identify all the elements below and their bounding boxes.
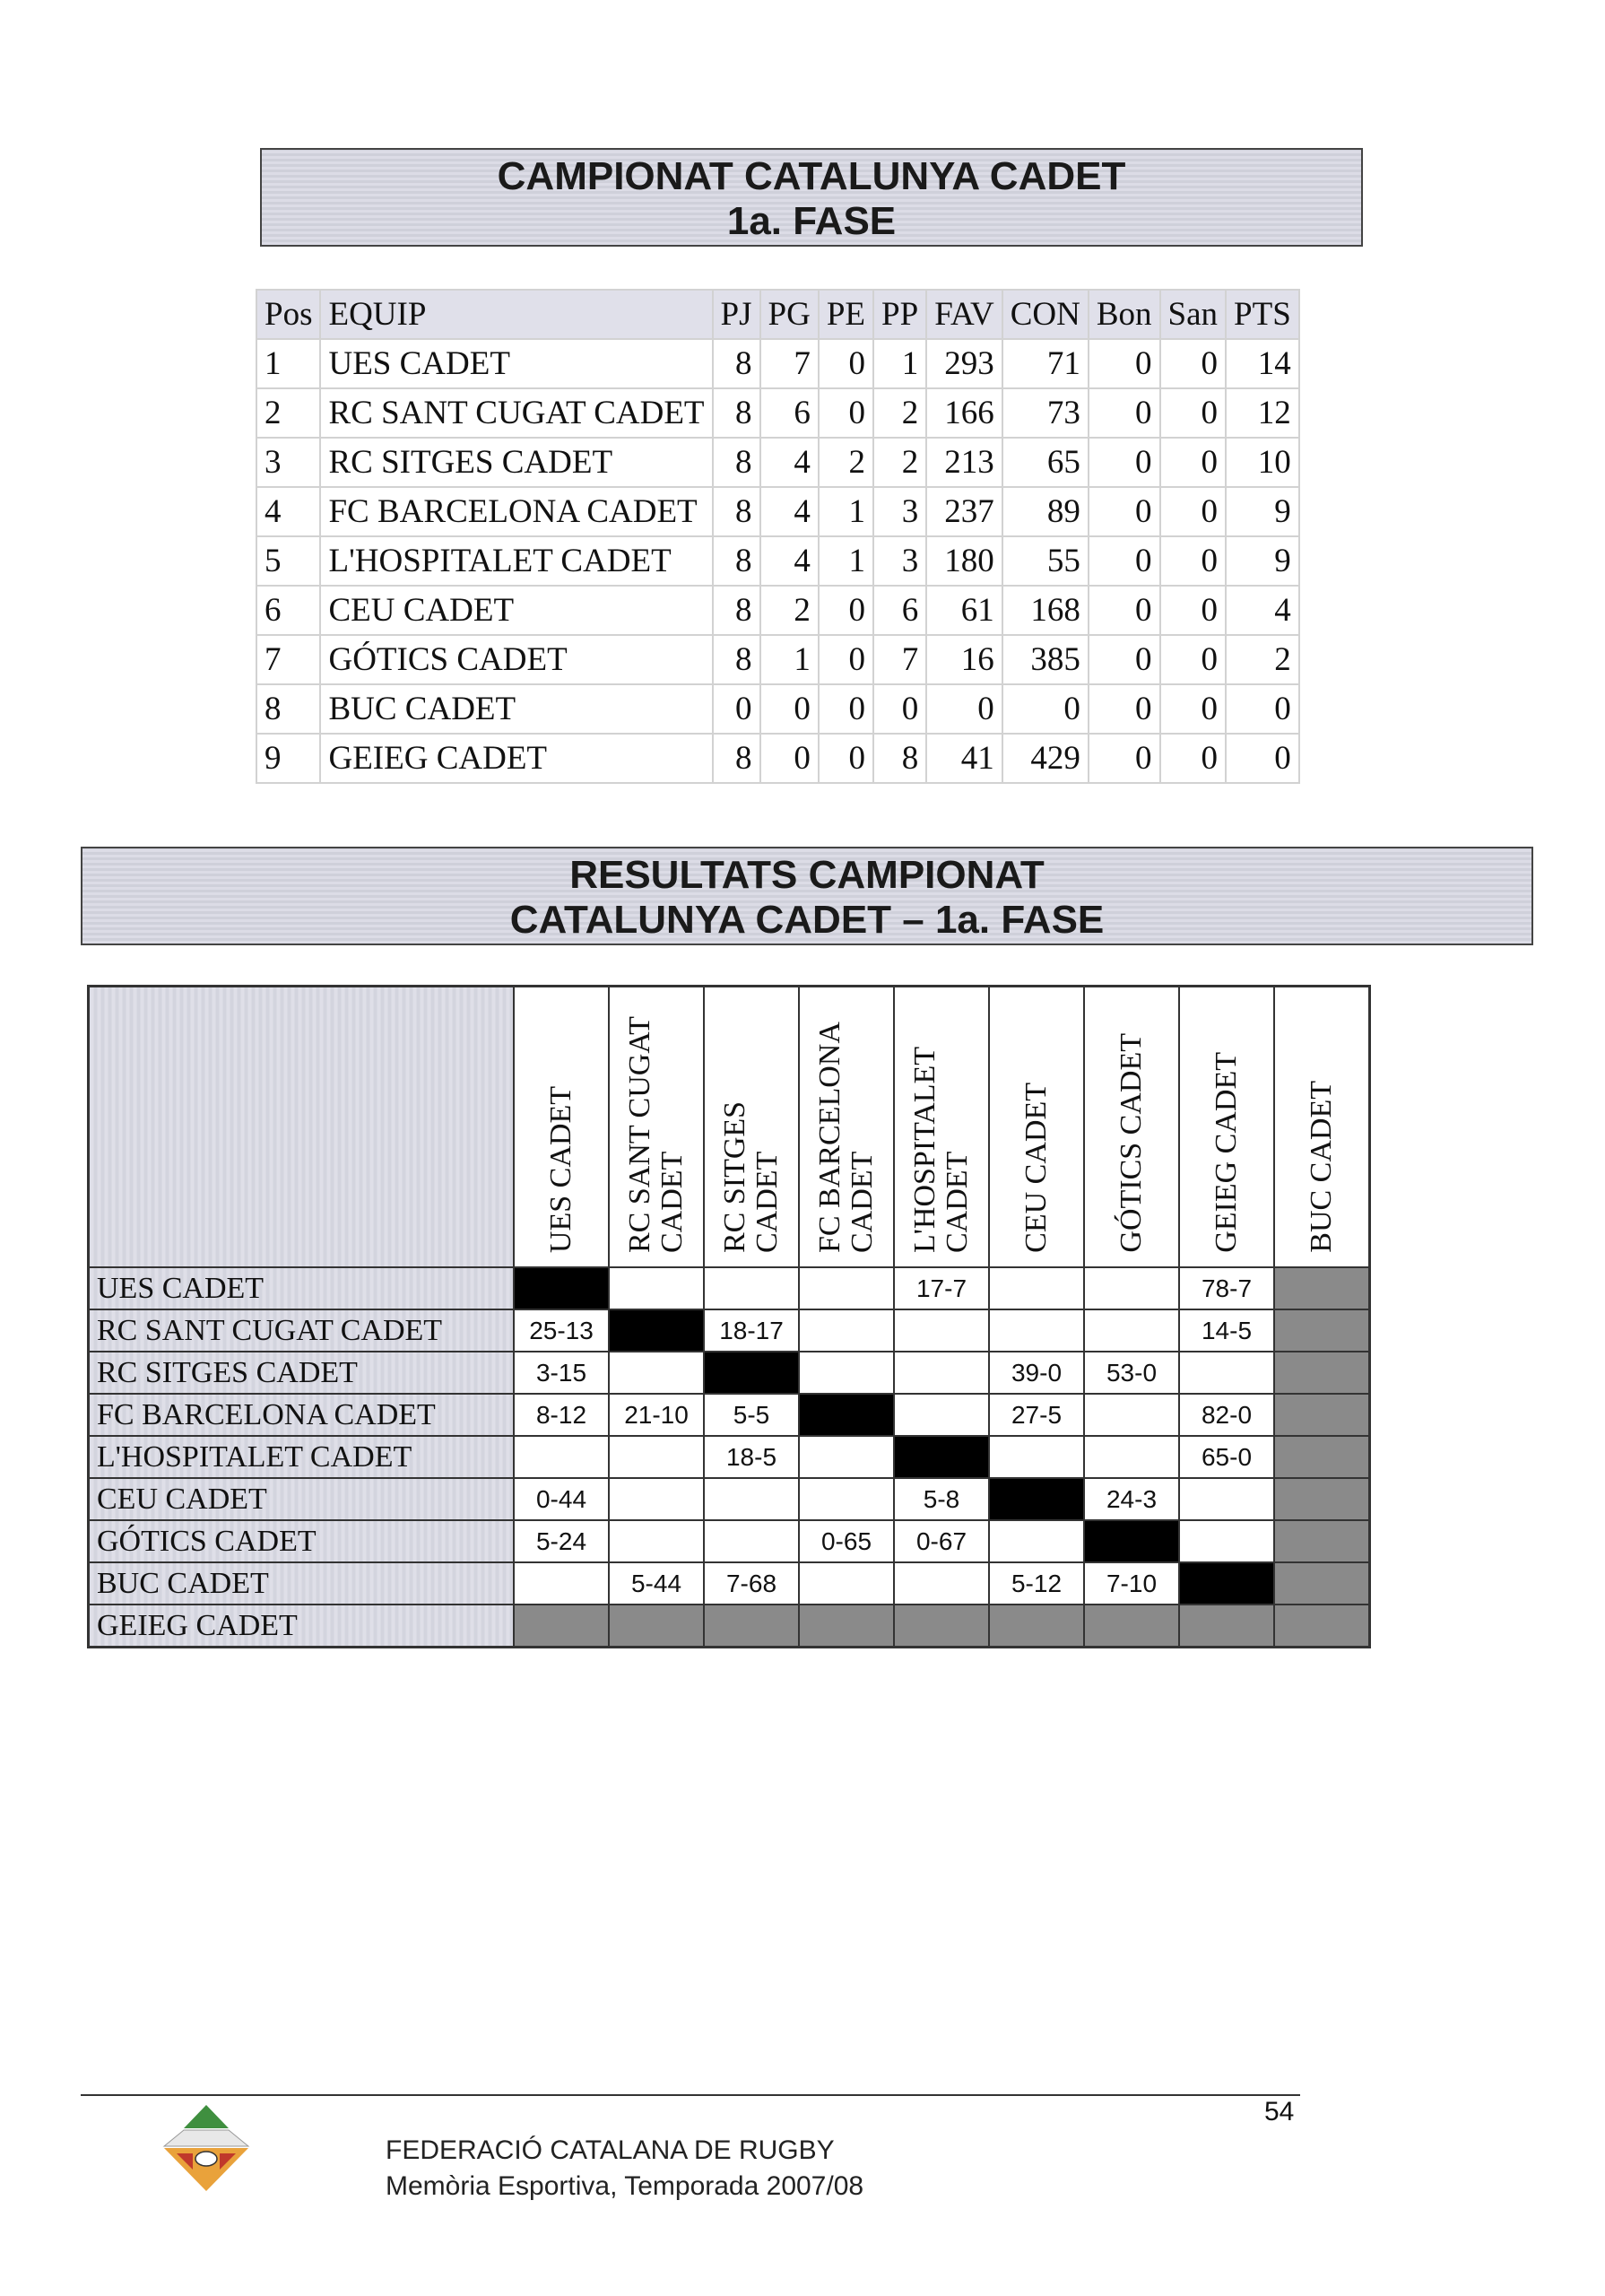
score-cell — [989, 1436, 1084, 1478]
table-cell: 0 — [1089, 684, 1160, 734]
table-cell: 65 — [1002, 438, 1089, 487]
results-column-label: GEIEG CADET — [1210, 1052, 1243, 1253]
table-row — [256, 586, 1299, 635]
results-row-header: UES CADET — [89, 1267, 515, 1309]
results-column-label: UES CADET — [544, 1085, 577, 1253]
score-cell — [1179, 1520, 1274, 1562]
score-cell — [1084, 1267, 1179, 1309]
footer-text — [386, 2133, 863, 2205]
unplayed-cell — [609, 1605, 704, 1648]
results-column-label: RC SANT CUGAT CADET — [623, 1016, 689, 1253]
results-corner — [89, 987, 515, 1268]
score-cell — [799, 1309, 894, 1352]
team-name: RC SITGES CADET — [320, 438, 712, 487]
results-column-header — [1179, 987, 1274, 1268]
table-cell: 2 — [873, 388, 926, 438]
table-row — [256, 388, 1299, 438]
score-cell — [704, 1520, 799, 1562]
score-cell: 21-10 — [609, 1394, 704, 1436]
diagonal-cell — [1084, 1520, 1179, 1562]
table-cell: 8 — [713, 438, 760, 487]
table-cell: 385 — [1002, 635, 1089, 684]
results-row — [89, 1394, 1370, 1436]
diagonal-cell — [799, 1394, 894, 1436]
table-row — [256, 734, 1299, 783]
team-name: RC SANT CUGAT CADET — [320, 388, 712, 438]
table-cell: 0 — [1089, 438, 1160, 487]
score-cell: 14-5 — [1179, 1309, 1274, 1352]
unplayed-cell — [704, 1605, 799, 1648]
table-cell: 9 — [1226, 487, 1299, 536]
table-cell: 0 — [819, 684, 873, 734]
unplayed-cell — [1274, 1605, 1370, 1648]
team-name: UES CADET — [320, 339, 712, 388]
table-cell: 1 — [819, 536, 873, 586]
score-cell: 3-15 — [514, 1352, 609, 1394]
results-row — [89, 1267, 1370, 1309]
score-cell — [989, 1267, 1084, 1309]
standings-title-banner — [260, 148, 1363, 247]
footer-divider — [81, 2094, 1300, 2096]
unplayed-cell — [1274, 1309, 1370, 1352]
score-cell: 18-17 — [704, 1309, 799, 1352]
results-column-header — [799, 987, 894, 1268]
diagonal-cell — [514, 1267, 609, 1309]
table-cell: 1 — [819, 487, 873, 536]
table-cell: 429 — [1002, 734, 1089, 783]
score-cell — [799, 1478, 894, 1520]
table-cell: 0 — [1089, 487, 1160, 536]
results-title-line2: CATALUNYA CADET – 1a. FASE — [509, 898, 1105, 942]
table-cell: 0 — [1226, 684, 1299, 734]
score-cell — [514, 1436, 609, 1478]
col-bon: Bon — [1089, 290, 1160, 339]
table-cell: 0 — [1160, 339, 1227, 388]
table-cell: 0 — [713, 684, 760, 734]
score-cell: 5-24 — [514, 1520, 609, 1562]
table-cell: 55 — [1002, 536, 1089, 586]
table-cell: 12 — [1226, 388, 1299, 438]
standings-title-line2: 1a. FASE — [726, 199, 897, 243]
col-pg: PG — [760, 290, 819, 339]
table-cell: 6 — [873, 586, 926, 635]
table-cell: 237 — [926, 487, 1002, 536]
table-cell: 0 — [1160, 586, 1227, 635]
results-row-header: GEIEG CADET — [89, 1605, 515, 1648]
table-cell: 41 — [926, 734, 1002, 783]
results-row — [89, 1352, 1370, 1394]
table-cell: 1 — [256, 339, 320, 388]
table-cell: 7 — [760, 339, 819, 388]
table-cell: 0 — [819, 388, 873, 438]
results-column-header — [609, 987, 704, 1268]
score-cell: 17-7 — [894, 1267, 989, 1309]
score-cell — [609, 1478, 704, 1520]
footer-org: FEDERACIÓ CATALANA DE RUGBY — [386, 2135, 835, 2165]
score-cell — [1084, 1436, 1179, 1478]
score-cell: 7-68 — [704, 1562, 799, 1605]
team-name: BUC CADET — [320, 684, 712, 734]
table-cell: 166 — [926, 388, 1002, 438]
score-cell — [1084, 1309, 1179, 1352]
score-cell — [799, 1562, 894, 1605]
score-cell — [894, 1352, 989, 1394]
score-cell: 5-8 — [894, 1478, 989, 1520]
score-cell — [704, 1478, 799, 1520]
results-row-header: BUC CADET — [89, 1562, 515, 1605]
standings-header-row — [256, 290, 1299, 339]
col-con: CON — [1002, 290, 1089, 339]
col-pos: Pos — [256, 290, 320, 339]
col-pp: PP — [873, 290, 926, 339]
table-cell: 0 — [760, 734, 819, 783]
table-cell: 2 — [760, 586, 819, 635]
table-cell: 0 — [1160, 734, 1227, 783]
results-column-label: GÓTICS CADET — [1115, 1033, 1148, 1253]
table-cell: 6 — [760, 388, 819, 438]
table-row — [256, 635, 1299, 684]
score-cell — [1179, 1352, 1274, 1394]
table-cell: 2 — [1226, 635, 1299, 684]
results-row — [89, 1605, 1370, 1648]
unplayed-cell — [1274, 1394, 1370, 1436]
score-cell: 5-5 — [704, 1394, 799, 1436]
table-cell: 0 — [819, 635, 873, 684]
results-column-header — [989, 987, 1084, 1268]
col-pj: PJ — [713, 290, 760, 339]
results-column-header — [894, 987, 989, 1268]
table-cell: 3 — [256, 438, 320, 487]
table-cell: 4 — [1226, 586, 1299, 635]
table-cell: 2 — [873, 438, 926, 487]
table-cell: 8 — [713, 339, 760, 388]
table-cell: 0 — [1160, 388, 1227, 438]
table-cell: 0 — [1160, 635, 1227, 684]
results-header-row — [89, 987, 1370, 1268]
unplayed-cell — [1179, 1605, 1274, 1648]
score-cell — [989, 1309, 1084, 1352]
table-cell: 4 — [760, 487, 819, 536]
table-cell: 8 — [713, 734, 760, 783]
table-cell: 213 — [926, 438, 1002, 487]
table-cell: 8 — [873, 734, 926, 783]
table-cell: 89 — [1002, 487, 1089, 536]
table-cell: 10 — [1226, 438, 1299, 487]
table-cell: 5 — [256, 536, 320, 586]
unplayed-cell — [1274, 1478, 1370, 1520]
table-cell: 3 — [873, 487, 926, 536]
score-cell: 18-5 — [704, 1436, 799, 1478]
table-cell: 0 — [819, 339, 873, 388]
table-cell: 4 — [256, 487, 320, 536]
footer-subtitle: Memòria Esportiva, Temporada 2007/08 — [386, 2171, 864, 2201]
diagonal-cell — [894, 1436, 989, 1478]
table-cell: 0 — [1089, 586, 1160, 635]
table-cell: 8 — [713, 536, 760, 586]
score-cell — [894, 1394, 989, 1436]
team-name: L'HOSPITALET CADET — [320, 536, 712, 586]
score-cell: 27-5 — [989, 1394, 1084, 1436]
table-cell: 2 — [819, 438, 873, 487]
results-column-label: CEU CADET — [1019, 1083, 1053, 1253]
unplayed-cell — [1274, 1562, 1370, 1605]
standings-table — [256, 289, 1300, 784]
score-cell: 5-12 — [989, 1562, 1084, 1605]
table-cell: 6 — [256, 586, 320, 635]
score-cell — [609, 1352, 704, 1394]
results-title-banner — [81, 847, 1533, 945]
score-cell: 65-0 — [1179, 1436, 1274, 1478]
col-san: San — [1160, 290, 1227, 339]
unplayed-cell — [1274, 1352, 1370, 1394]
score-cell — [704, 1267, 799, 1309]
unplayed-cell — [989, 1605, 1084, 1648]
table-cell: 0 — [1160, 438, 1227, 487]
table-cell: 0 — [926, 684, 1002, 734]
table-cell: 16 — [926, 635, 1002, 684]
table-row — [256, 684, 1299, 734]
score-cell: 7-10 — [1084, 1562, 1179, 1605]
table-cell: 0 — [1002, 684, 1089, 734]
score-cell — [989, 1520, 1084, 1562]
table-cell: 14 — [1226, 339, 1299, 388]
federation-logo-icon — [157, 2103, 256, 2193]
score-cell: 78-7 — [1179, 1267, 1274, 1309]
score-cell — [609, 1436, 704, 1478]
table-cell: 0 — [760, 684, 819, 734]
score-cell: 5-44 — [609, 1562, 704, 1605]
table-cell: 0 — [1226, 734, 1299, 783]
score-cell: 82-0 — [1179, 1394, 1274, 1436]
diagonal-cell — [609, 1309, 704, 1352]
results-row — [89, 1478, 1370, 1520]
table-cell: 0 — [1089, 339, 1160, 388]
table-cell: 9 — [1226, 536, 1299, 586]
table-cell: 293 — [926, 339, 1002, 388]
table-cell: 7 — [873, 635, 926, 684]
table-cell: 1 — [873, 339, 926, 388]
score-cell — [799, 1436, 894, 1478]
table-cell: 0 — [1160, 684, 1227, 734]
results-row-header: L'HOSPITALET CADET — [89, 1436, 515, 1478]
table-cell: 2 — [256, 388, 320, 438]
score-cell: 0-44 — [514, 1478, 609, 1520]
results-column-label: L'HOSPITALET CADET — [908, 1047, 974, 1253]
col-fav: FAV — [926, 290, 1002, 339]
results-row — [89, 1562, 1370, 1605]
table-cell: 9 — [256, 734, 320, 783]
results-row-header: RC SITGES CADET — [89, 1352, 515, 1394]
unplayed-cell — [1274, 1520, 1370, 1562]
score-cell — [799, 1352, 894, 1394]
unplayed-cell — [1274, 1267, 1370, 1309]
table-cell: 0 — [1089, 734, 1160, 783]
table-cell: 0 — [1089, 388, 1160, 438]
table-cell: 8 — [256, 684, 320, 734]
table-cell: 3 — [873, 536, 926, 586]
team-name: FC BARCELONA CADET — [320, 487, 712, 536]
score-cell — [1084, 1394, 1179, 1436]
table-cell: 4 — [760, 536, 819, 586]
diagonal-cell — [1179, 1562, 1274, 1605]
score-cell: 8-12 — [514, 1394, 609, 1436]
score-cell: 0-67 — [894, 1520, 989, 1562]
score-cell — [609, 1520, 704, 1562]
unplayed-cell — [894, 1605, 989, 1648]
table-cell: 180 — [926, 536, 1002, 586]
results-column-header — [704, 987, 799, 1268]
score-cell — [609, 1267, 704, 1309]
diagonal-cell — [989, 1478, 1084, 1520]
unplayed-cell — [1274, 1436, 1370, 1478]
unplayed-cell — [1084, 1605, 1179, 1648]
team-name: GÓTICS CADET — [320, 635, 712, 684]
table-cell: 0 — [819, 734, 873, 783]
table-cell: 8 — [713, 388, 760, 438]
table-row — [256, 438, 1299, 487]
standings-title-line1: CAMPIONAT CATALUNYA CADET — [497, 154, 1126, 198]
table-cell: 0 — [819, 586, 873, 635]
results-row-header: GÓTICS CADET — [89, 1520, 515, 1562]
team-name: CEU CADET — [320, 586, 712, 635]
results-column-label: BUC CADET — [1305, 1081, 1338, 1253]
score-cell — [799, 1267, 894, 1309]
table-row — [256, 339, 1299, 388]
score-cell: 24-3 — [1084, 1478, 1179, 1520]
table-cell: 61 — [926, 586, 1002, 635]
col-pe: PE — [819, 290, 873, 339]
col-equip: EQUIP — [320, 290, 712, 339]
results-column-header — [514, 987, 609, 1268]
table-cell: 4 — [760, 438, 819, 487]
results-row-header: CEU CADET — [89, 1478, 515, 1520]
results-column-label: FC BARCELONA CADET — [813, 1023, 879, 1253]
table-cell: 8 — [713, 635, 760, 684]
results-title-line1: RESULTATS CAMPIONAT — [569, 853, 1045, 897]
table-cell: 8 — [713, 487, 760, 536]
results-column-header — [1274, 987, 1370, 1268]
diagonal-cell — [704, 1352, 799, 1394]
results-matrix — [87, 985, 1371, 1648]
table-cell: 71 — [1002, 339, 1089, 388]
table-cell: 7 — [256, 635, 320, 684]
results-column-header — [1084, 987, 1179, 1268]
results-row — [89, 1309, 1370, 1352]
table-cell: 8 — [713, 586, 760, 635]
results-row — [89, 1520, 1370, 1562]
score-cell: 53-0 — [1084, 1352, 1179, 1394]
score-cell — [894, 1309, 989, 1352]
table-row — [256, 536, 1299, 586]
results-row-header: FC BARCELONA CADET — [89, 1394, 515, 1436]
score-cell — [1179, 1478, 1274, 1520]
table-cell: 1 — [760, 635, 819, 684]
score-cell — [894, 1562, 989, 1605]
results-column-label: RC SITGES CADET — [718, 1100, 784, 1253]
team-name: GEIEG CADET — [320, 734, 712, 783]
score-cell: 0-65 — [799, 1520, 894, 1562]
results-row — [89, 1436, 1370, 1478]
table-cell: 168 — [1002, 586, 1089, 635]
unplayed-cell — [514, 1605, 609, 1648]
table-cell: 0 — [873, 684, 926, 734]
table-cell: 0 — [1160, 487, 1227, 536]
table-cell: 0 — [1160, 536, 1227, 586]
table-cell: 73 — [1002, 388, 1089, 438]
results-row-header: RC SANT CUGAT CADET — [89, 1309, 515, 1352]
page-number: 54 — [1264, 2097, 1295, 2126]
table-cell: 0 — [1089, 635, 1160, 684]
score-cell: 39-0 — [989, 1352, 1084, 1394]
table-cell: 0 — [1089, 536, 1160, 586]
unplayed-cell — [799, 1605, 894, 1648]
col-pts: PTS — [1226, 290, 1299, 339]
score-cell: 25-13 — [514, 1309, 609, 1352]
table-row — [256, 487, 1299, 536]
score-cell — [514, 1562, 609, 1605]
